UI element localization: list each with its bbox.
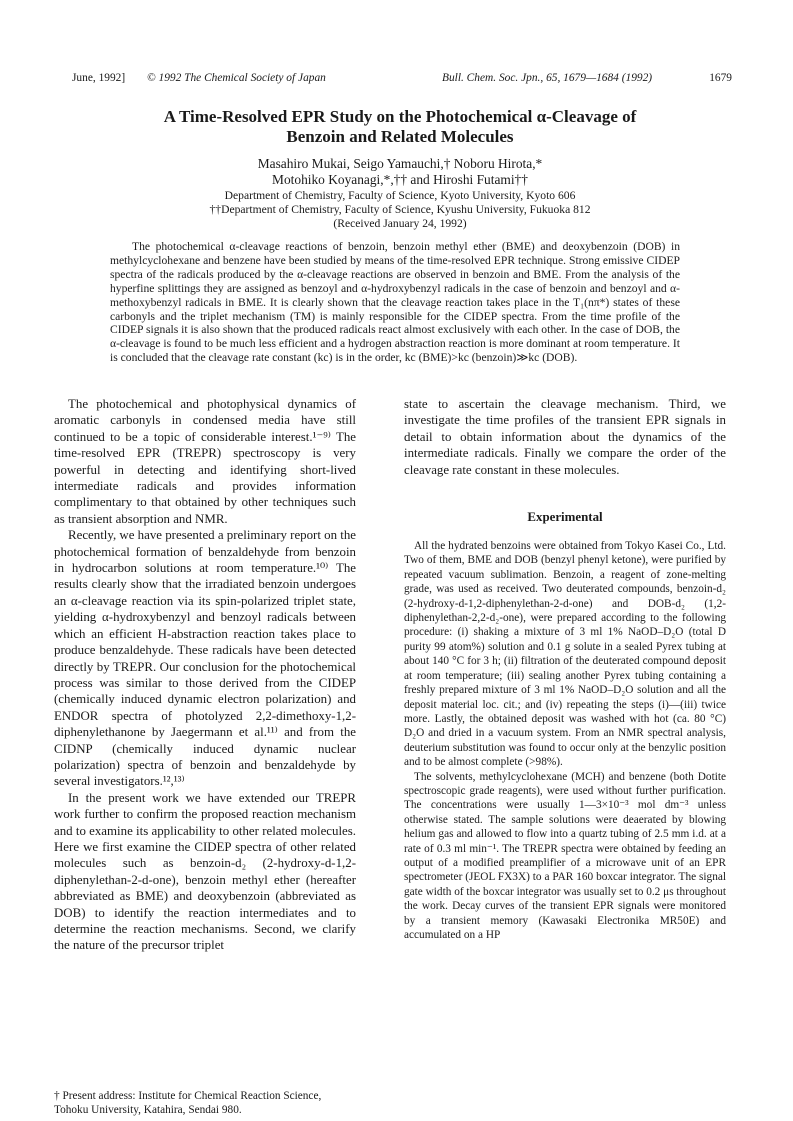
footnote [54,1085,356,1117]
running-header [72,72,732,88]
author-list [90,156,710,188]
title-line-2: Benzoin and Related Molecules [286,127,514,146]
article-title [80,107,720,147]
right-column [404,396,726,942]
affiliation-kyushu: ††Department of Chemistry, Faculty of Science, Kyushu University, Fukuoka 812 [209,203,591,217]
experimental-paragraph-1: All the hydrated benzoins were obtained from Tokyo Kasei Co., Ltd. Two of them, BME and DOB (benzyl phenyl ketone), were purified by repeated vacuum sublimation. Benzoin, a reagent of zone-melting grade, was used as received. Two deuterated compounds, benzoin-d₂ (2-hydroxy-d-1,2-diphenylethan-2-d-one) and DOB-d₂ (1,2-diphenylethan-2,2-d₂-one), were prepared according to the following procedure: (i) shaking a mixture of 3 ml 1% NaOD–D₂O (total D purity 99 atom%) solution and 0.1 g solute in a sealed Pyrex tubing at about 140 °C for 3 h; (ii) filtration of the deuterated compound deposit at room temperature; (iii) sealing another Pyrex tubing containing a freshly prepared mixture of 3 ml 1% NaOD–D₂O solution and all the deposit material loc. cit.; and (iv) repeating the steps (i)—(iii) twice more. Lastly, the obtained deposit was washed with hot (ca. 80 °C) D₂O and dried in a vacuum system. From an NMR spectral analysis, deuterium substitution was found to occur only at the benzylic position and to be almost complete (>98%). [404,540,726,769]
received-date: (Received January 24, 1992) [333,217,467,231]
affiliation-kyoto: Department of Chemistry, Faculty of Science, Kyoto University, Kyoto 606 [224,189,576,202]
intro-paragraph-1: The photochemical and photophysical dynamics of aromatic carbonyls in condensed media have still continued to be a topic of considerable interest.¹⁻⁹⁾ The time-resolved EPR (TREPR) spectroscopy is very powerful in detecting and identifying short-lived intermediate radicals and provides information complimentary to that obtained by other techniques such as transient absorption and NMR. [54,397,356,526]
section-heading-experimental: Experimental [527,510,603,525]
affiliations [90,189,710,232]
abstract [110,240,680,365]
authors-line-2: Motohiko Koyanagi,*,†† and Hiroshi Futami†† [272,172,528,187]
intro-paragraph-continued: state to ascertain the cleavage mechanism. Third, we investigate the time profiles of the transient EPR signals in detail to obtain information about the dynamics of the intermediate radicals. Finally we compare the order of the cleavage rate constant in these molecules. [404,397,726,477]
abstract-text: The photochemical α-cleavage reactions of benzoin, benzoin methyl ether (BME) and deoxybenzoin (DOB) in methylcyclohexane and benzene have been studied by means of the time-resolved EPR technique. Strong emissive CIDEP spectra of the radicals produced by the α-cleavage reactions are observed in benzoin and BME. From the analysis of the hyperfine splittings they are assigned as benzoyl and α-hydroxybenzyl radicals in the case of benzoin and benzoyl and α-methoxybenzyl radicals in BME. It is clearly shown that the cleavage reaction takes place in the T₁(nπ*) states of these carbonyls and the triplet mechanism (TM) is mainly responsible for the CIDEP spectra. From the time profile of the CIDEP signals it is also shown that the produced radicals react almost exclusively with each other. In the case of DOB, the α-cleavage is found to be much less efficient and a hydrogen abstraction reaction is more dominant at room temperature. It is concluded that the cleavage rate constant (kc) is in the order, kc (BME)>kc (benzoin)≫kc (DOB). [110,240,680,365]
intro-paragraph-2: Recently, we have presented a preliminary report on the photochemical formation of benzaldehyde from benzoin in hydrocarbon solutions at room temperature.¹⁰⁾ The results clearly show that the irradiated benzoin undergoes an α-cleavage reaction via its spin-polarized triplet state, yielding α-hydroxybenzyl and benzoyl radicals between which an efficient H-abstraction reaction takes place to produce benzaldehyde. These radicals have been detected directly by TREPR. Our conclusion for the photochemical process was similar to those derived from the CIDEP (chemically induced dynamic electron polarization) and ENDOR spectra of photolyzed 2,2-dimethoxy-1,2-diphenylethanone by Jaegermann et al.¹¹⁾ and from the CIDNP (chemically induced dynamic nuclear polarization) spectra of benzoin and benzaldehyde by several investigators.¹²,¹³⁾ [54,528,357,789]
authors-line-1: Masahiro Mukai, Seigo Yamauchi,† Noboru Hirota,* [257,156,543,171]
title-line-1: A Time-Resolved EPR Study on the Photochemical α-Cleavage of [163,107,637,126]
header-journal-citation: Bull. Chem. Soc. Jpn., 65, 1679—1684 (1992) [442,72,653,84]
header-date: June, 1992] [72,72,126,84]
header-copyright: © 1992 The Chemical Society of Japan [147,72,326,84]
intro-paragraph-3: In the present work we have extended our TREPR work further to confirm the proposed reaction mechanism and to examine its applicability to other related molecules. Here we first examine the CIDEP spectra of other related molecules such as benzoin-d₂ (2-hydroxy-d-1,2-diphenylethan-2-d-one), benzoin methyl ether (hereafter abbreviated as BME) and deoxybenzoin (abbreviated as DOB) to identify the reaction intermediates and to determine the reaction mechanisms. Second, we clarify the nature of the precursor triplet [54,790,356,953]
footnote-text: † Present address: Institute for Chemical Reaction Science, Tohoku University, Katahira, Sendai 980. [54,1090,322,1116]
experimental-paragraph-2: The solvents, methylcyclohexane (MCH) and benzene (both Dotite spectroscopic grade reagents), were used without further purification. The concentrations were usually 1—3×10⁻³ mol dm⁻³ unless otherwise stated. The sample solutions were deaerated by blowing helium gas and allowed to flow into a quartz tubing of 2.5 mm i.d. at a rate of 0.3 ml min⁻¹. The TREPR spectra were obtained by feeding an output of a modified preamplifier of a microwave unit of an EPR spectrometer (JEOL FX3X) to a PAR 160 boxcar integrator. The signal gate width of the boxcar integrator was usually set to 0.2 μs throughout the work. Decay curves of the transient EPR signals were monitored by a transient memory (Kawasaki Electronika MR50E) and accumulated on a HP [404,770,726,941]
header-page-number: 1679 [709,72,732,84]
experimental-section [404,539,726,942]
left-column [54,396,356,954]
